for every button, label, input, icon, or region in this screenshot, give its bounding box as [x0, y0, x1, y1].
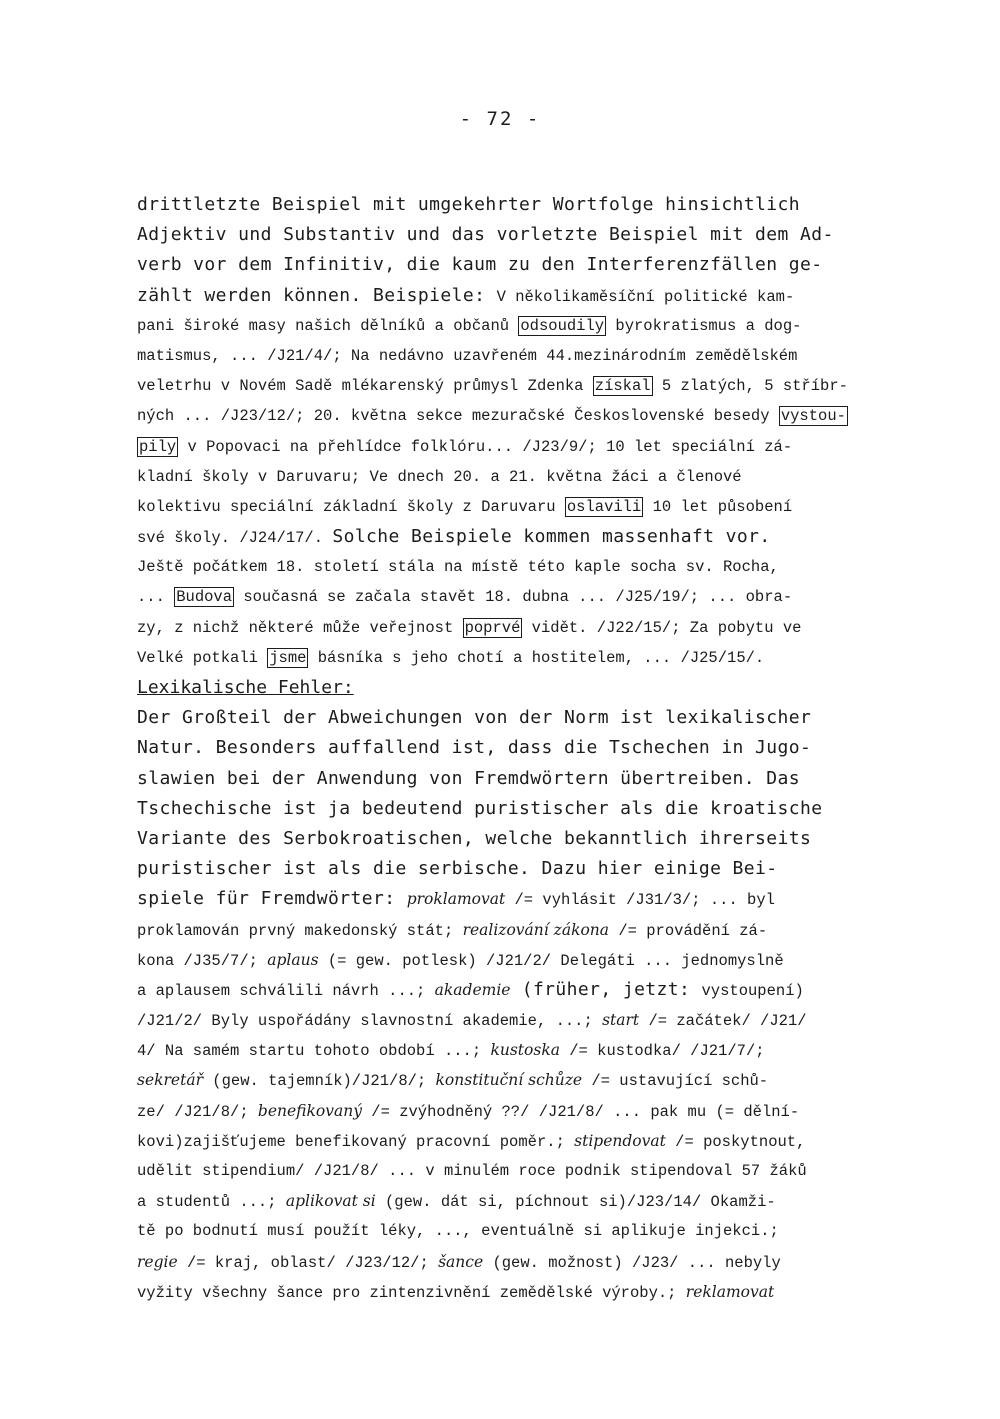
boxed-word: jsme [269, 648, 307, 667]
text-segment: vystoupení) [701, 981, 804, 1000]
page-number: - 72 - [459, 108, 541, 130]
text-segment: matismus, ... /J21/4/; Na nedávno uzavřeném 44.mezinárodním zemědělském [137, 346, 798, 365]
italic-term: reklamovat [685, 1282, 775, 1301]
text-line [137, 643, 867, 673]
text-line [137, 311, 867, 341]
text-line [137, 1126, 867, 1156]
text-segment: (gew. možnost) /J23/ ... nebyly [483, 1253, 781, 1272]
text-segment: ... [137, 588, 175, 607]
text-segment: pani široké masy našich dělníků a občanů [137, 316, 519, 335]
text-segment: /J21/2/ Byly uspořádány slavnostní akademie, ...; [137, 1012, 603, 1031]
text-segment: kolektivu speciální základní školy z Daruvaru [137, 497, 565, 516]
text-segment: Solche Beispiele kommen massenhaft vor. [332, 526, 771, 548]
text-segment: (früher, jetzt: [510, 978, 702, 1000]
text-segment: udělit stipendium/ /J21/8/ ... v minulém roce podnik stipendoval 57 žáků [137, 1162, 807, 1180]
text-line [137, 854, 867, 884]
text-segment: kona /J35/7/; [137, 951, 268, 970]
text-line [137, 764, 867, 794]
italic-term: šance [438, 1252, 484, 1271]
text-line [137, 613, 867, 643]
text-line [137, 1216, 867, 1246]
text-segment: /= provádění zá- [609, 921, 768, 940]
text-line [137, 1156, 867, 1186]
text-segment: básníka s jeho chotí a hostitelem, ... /J25/15/. [308, 648, 765, 667]
text-segment: slawien bei der Anwendung von Fremdwörtern übertreiben. Das [137, 767, 800, 789]
text-segment: Ještě počátkem 18. století stála na místě této kaple socha sv. Rocha, [137, 558, 779, 577]
text-segment: vidět. /J22/15/; Za pobytu ve [522, 618, 802, 637]
boxed-word: poprvé [464, 618, 521, 637]
text-line [137, 1096, 867, 1126]
text-segment: Adjektiv und Substantiv und das vorletzte Beispiel mit dem Ad- [137, 224, 834, 246]
italic-term: sekretář [137, 1071, 203, 1090]
text-segment: kladní školy v Daruvaru; Ve dnech 20. a 21. května žáci a členové [137, 467, 742, 486]
text-segment: 5 zlatých, 5 stříbr- [652, 377, 848, 396]
italic-term: konstituční schůze [435, 1071, 583, 1090]
text-line [137, 341, 867, 371]
boxed-word: získal [594, 377, 651, 396]
text-line [137, 401, 867, 431]
text-segment: a studentů ...; [137, 1193, 286, 1212]
text-line [137, 220, 867, 250]
text-segment: zy, z nichž některé může veřejnost [137, 618, 463, 637]
italic-term: stipendovat [574, 1131, 666, 1150]
text-segment: verb vor dem Infinitiv, die kaum zu den Interferenzfällen ge- [137, 254, 823, 276]
text-line [137, 1186, 867, 1216]
text-line [137, 462, 867, 492]
text-line [137, 1035, 867, 1065]
text-line [137, 824, 867, 854]
text-segment: (= gew. potlesk) /J21/2/ Delegáti ... jednomyslně [318, 951, 784, 970]
text-segment: 4/ Na samém startu tohoto období ...; [137, 1042, 491, 1061]
text-segment: tě po bodnutí musí použít léky, ..., eventuálně si aplikuje injekci.; [137, 1222, 779, 1241]
text-segment: ných ... /J23/12/; 20. května sekce mezuračské Československé besedy [137, 407, 779, 426]
boxed-word: odsoudily [520, 316, 605, 335]
text-line [137, 552, 867, 582]
text-line [137, 522, 867, 552]
text-segment: /= poskytnout, [665, 1132, 806, 1151]
text-line [137, 915, 867, 945]
text-segment: kovi)zajišťujeme benefikovaný pracovní poměr.; [137, 1132, 575, 1151]
text-segment: byrokratismus a dog- [606, 316, 802, 335]
text-segment: zählt werden können. Beispiele: [137, 284, 497, 306]
text-line [137, 703, 867, 733]
text-line [137, 432, 867, 462]
text-segment: /= začátek/ /J21/ [639, 1012, 807, 1031]
text-segment: (gew. dát si, píchnout si)/J23/14/ Okamži- [375, 1193, 776, 1212]
text-segment: a aplausem schválili návrh ...; [137, 981, 435, 1000]
text-line [137, 975, 867, 1005]
text-line [137, 371, 867, 401]
boxed-word: Budova [176, 588, 233, 607]
text-segment: proklamován prvný makedonský stát; [137, 921, 463, 940]
text-segment: (gew. tajemník)/J21/8/; [202, 1072, 436, 1091]
text-line [137, 582, 867, 612]
text-segment: /= zvýhodněný ??/ /J21/8/ ... pak mu (= dělní- [361, 1102, 800, 1121]
text-line [137, 884, 867, 914]
text-line [137, 250, 867, 280]
italic-term: benefikovaný [257, 1101, 362, 1120]
section-heading [137, 673, 867, 703]
text-line [137, 1005, 867, 1035]
text-segment: drittletzte Beispiel mit umgekehrter Wortfolge hinsichtlich [137, 194, 800, 215]
text-segment: Velké potkali [137, 648, 268, 667]
text-segment: V několikaměsíční politické kam- [496, 287, 795, 306]
italic-term: aplikovat si [285, 1192, 376, 1211]
text-line [137, 1277, 867, 1307]
text-line [137, 733, 867, 763]
italic-term: kustoska [490, 1041, 560, 1060]
text-segment: ze/ /J21/8/; [137, 1102, 258, 1121]
text-segment: v Popovaci na přehlídce folklóru... /J23/9/; 10 let speciální zá- [178, 437, 793, 456]
italic-term: akademie [434, 980, 511, 999]
text-segment: současná se začala stavět 18. dubna ... /J25/19/; ... obra- [234, 588, 793, 607]
body-text [137, 190, 867, 1307]
boxed-word: pily [139, 437, 177, 456]
text-segment: Variante des Serbokroatischen, welche bekanntlich ihrerseits [137, 827, 812, 849]
text-line [137, 945, 867, 975]
text-segment: veletrhu v Novém Sadě mlékarenský průmysl Zdenka [137, 377, 593, 396]
italic-term: regie [137, 1252, 178, 1271]
text-segment: spiele für Fremdwörter: [137, 888, 407, 910]
text-line [137, 281, 867, 311]
text-segment: 10 let působení [643, 497, 793, 516]
text-segment: Der Großteil der Abweichungen von der Norm ist lexikalischer [137, 707, 812, 729]
boxed-word: oslavili [566, 497, 642, 516]
text-segment: své školy. /J24/17/. [137, 529, 333, 548]
text-line [137, 492, 867, 522]
text-segment: /= ustavující schů- [582, 1072, 769, 1091]
text-line [137, 190, 867, 220]
text-segment: /= kustodka/ /J21/7/; [559, 1042, 765, 1061]
text-line [137, 1247, 867, 1277]
text-line [137, 1065, 867, 1095]
text-segment: vyžity všechny šance pro zintenzivnění zemědělské výroby.; [137, 1283, 686, 1302]
text-line [137, 794, 867, 824]
italic-term: proklamovat [406, 890, 506, 909]
text-segment: puristischer ist als die serbische. Dazu hier einige Bei- [137, 858, 778, 880]
italic-term: start [602, 1011, 640, 1030]
boxed-word: vystou- [780, 407, 846, 426]
text-segment: Lexikalische Fehler: [137, 677, 354, 698]
text-segment: /= kraj, oblast/ /J23/12/; [177, 1253, 439, 1272]
italic-term: realizování zákona [462, 920, 610, 939]
italic-term: aplaus [267, 950, 319, 969]
text-segment: /= vyhlásit /J31/3/; ... byl [505, 891, 775, 910]
text-segment: Tschechische ist ja bedeutend puristischer als die kroatische [137, 797, 823, 819]
text-segment: Natur. Besonders auffallend ist, dass die Tschechen in Jugo- [137, 737, 812, 759]
